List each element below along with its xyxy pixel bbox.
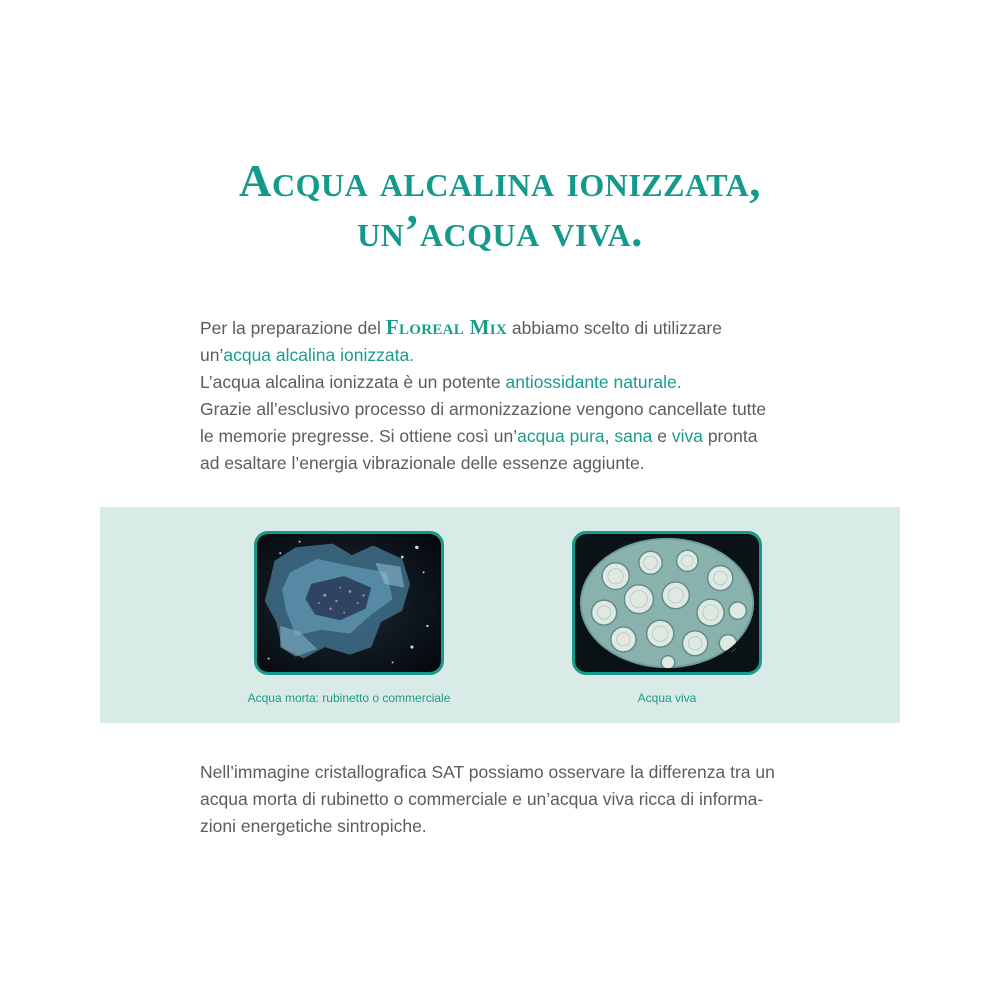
living-water-crystal-image [572, 531, 762, 675]
intro-text: le memorie pregresse. Si ottiene così un’ [200, 426, 518, 446]
intro-line-5 [200, 423, 840, 450]
highlight-text: sana [614, 426, 653, 446]
highlight-text: acqua alcalina ionizzata. [223, 345, 415, 365]
outro-line-1: Nell’immagine cristallografica SAT possiamo osservare la differenza tra un [200, 762, 775, 782]
page-title [0, 156, 1000, 256]
highlight-text: viva [671, 426, 703, 446]
intro-line-1 [200, 314, 840, 342]
image-band [100, 507, 900, 723]
title-line-1: Acqua alcalina ionizzata, [238, 156, 762, 206]
intro-text: abbiamo scelto di utilizzare [507, 318, 722, 338]
intro-line-3 [200, 369, 840, 396]
intro-line-2 [200, 342, 840, 369]
outro-paragraph [200, 759, 840, 840]
intro-paragraph [200, 314, 840, 477]
outro-line-2: acqua morta di rubinetto o commerciale e un’acqua viva ricca di informa- [200, 789, 764, 809]
intro-text: L’acqua alcalina ionizzata è un potente [200, 372, 506, 392]
intro-line-6: ad esaltare l’energia vibrazionale delle essenze aggiunte. [200, 453, 645, 473]
intro-text: un’ [200, 345, 224, 365]
intro-text: pronta [702, 426, 758, 446]
intro-text: , [604, 426, 615, 446]
intro-text: Per la preparazione del [200, 318, 386, 338]
living-water-caption: Acqua viva [637, 691, 697, 705]
dead-water-crystal-image [254, 531, 444, 675]
title-line-2: un’acqua viva. [357, 206, 643, 256]
highlight-text: acqua pura [517, 426, 605, 446]
brand-name: Floreal Mix [385, 315, 508, 339]
outro-line-3: zioni energetiche sintropiche. [200, 816, 427, 836]
dead-water-caption: Acqua morta: rubinetto o commerciale [247, 691, 451, 705]
intro-text: e [652, 426, 672, 446]
intro-line-4: Grazie all’esclusivo processo di armonizzazione vengono cancellate tutte [200, 399, 767, 419]
highlight-text: antiossidante naturale. [505, 372, 682, 392]
